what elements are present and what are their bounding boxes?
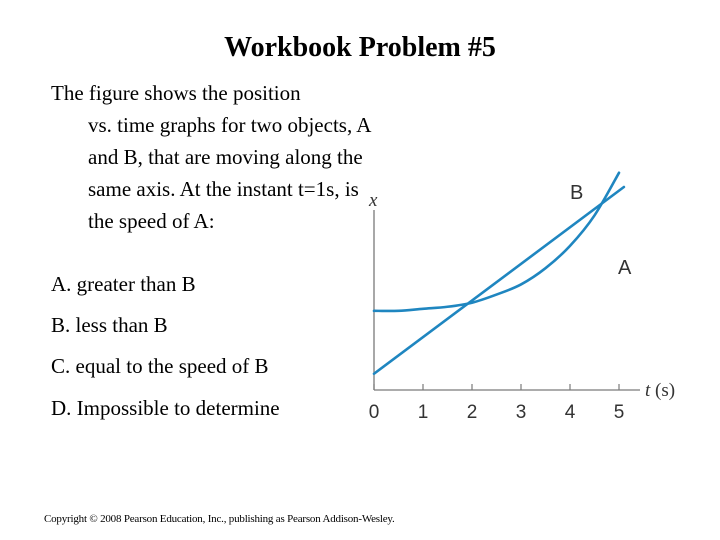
choice-b: B. less than B	[51, 313, 168, 337]
x-tick-label: 2	[466, 402, 478, 423]
choice-c: C. equal to the speed of B	[51, 354, 269, 378]
slide-title: Workbook Problem #5	[224, 32, 496, 63]
y-axis-label: x	[369, 190, 378, 211]
x-axis-label	[645, 380, 675, 401]
problem-rest: vs. time graphs for two objects, A and B, that are moving along the same axis. At the instant t=1s, is the speed of A:	[88, 113, 371, 233]
x-tick-label: 1	[417, 402, 429, 423]
curve-label-b: B	[570, 182, 584, 204]
x-tick-label: 3	[515, 402, 527, 423]
copyright-notice: Copyright © 2008 Pearson Education, Inc., publishing as Pearson Addison-Wesley.	[44, 513, 395, 525]
x-tick-label: 4	[564, 402, 576, 423]
x-tick-label: 5	[613, 402, 625, 423]
curve-a	[374, 187, 624, 374]
curve-group	[374, 173, 632, 374]
choice-a: A. greater than B	[51, 272, 196, 296]
x-tick-label: 0	[368, 402, 380, 423]
choice-d: D. Impossible to determine	[51, 396, 280, 420]
problem-first-line: The figure shows the position	[51, 81, 301, 105]
curve-label-a: A	[618, 257, 632, 279]
x-axis-label-text: t (s)	[645, 380, 676, 401]
